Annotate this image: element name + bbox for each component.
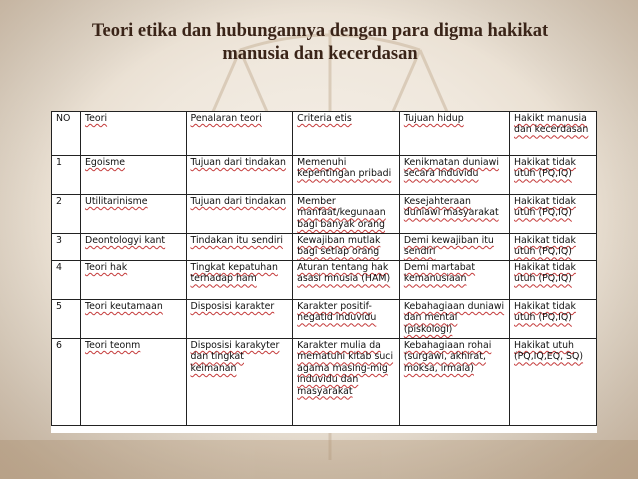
cell-tujuan: Demi martabat kemanusiaan bbox=[399, 261, 509, 300]
table-row bbox=[52, 156, 597, 195]
cell-criteria: Karakter mulia da mematuhi kitab suci agama masing-mig induvidu dan masyarakat bbox=[293, 339, 400, 426]
slide-title-line-2: manusia dan kecerdasan bbox=[222, 44, 418, 64]
cell-teori: Teori teonm bbox=[80, 339, 186, 426]
cell-teori: Teori keutamaan bbox=[80, 300, 186, 339]
cell-hakikat: Hakikat tidak utuh (PQ,IQ) bbox=[510, 195, 597, 234]
table-row bbox=[52, 234, 597, 261]
cell-criteria: Memenuhi kepentingan pribadi bbox=[293, 156, 400, 195]
table-row bbox=[52, 339, 597, 426]
cell-tujuan: Demi kewajiban itu sendiri bbox=[399, 234, 509, 261]
cell-penalaran: Tujuan dari tindakan bbox=[186, 156, 293, 195]
cell-penalaran: Tujuan dari tindakan bbox=[186, 195, 293, 234]
cell-hakikat: Hakikat tidak utuh (PQ,IQ) bbox=[510, 234, 597, 261]
header-hakikat: Hakikt manusia dan kecerdasan bbox=[510, 112, 597, 156]
header-tujuan-hidup: Tujuan hidup bbox=[399, 112, 509, 156]
ethics-theory-table bbox=[51, 111, 597, 433]
cell-penalaran: Disposisi karakter bbox=[186, 300, 293, 339]
cell-teori: Utilitarinisme bbox=[80, 195, 186, 234]
header-no: NO bbox=[52, 112, 81, 156]
cell-no: 2 bbox=[52, 195, 81, 234]
cell-no: 5 bbox=[52, 300, 81, 339]
cell-tujuan: Kebahagiaan rohai (surgawi, akhirat, moksa, irmala) bbox=[399, 339, 509, 426]
cell-teori: Deontologyi kant bbox=[80, 234, 186, 261]
cell-tujuan: Kenikmatan duniawi secara induvidu bbox=[399, 156, 509, 195]
cell-tujuan: Kebahagiaan duniawi dan mental (piskologi) bbox=[399, 300, 509, 339]
slide-title bbox=[40, 20, 600, 66]
cell-no: 6 bbox=[52, 339, 81, 426]
table-row bbox=[52, 300, 597, 339]
theory-table bbox=[51, 111, 597, 426]
cell-hakikat: Hakikat utuh (PQ,IQ,EQ, SQ) bbox=[510, 339, 597, 426]
cell-criteria: Kewajiban mutlak bagi setiap orang bbox=[293, 234, 400, 261]
cell-criteria: Karakter positif-negatid induvidu bbox=[293, 300, 400, 339]
cell-tujuan: Kesejahteraan duniawi masyarakat bbox=[399, 195, 509, 234]
table-row bbox=[52, 195, 597, 234]
header-penalaran-teori: Penalaran teori bbox=[186, 112, 293, 156]
cell-penalaran: Tindakan itu sendiri bbox=[186, 234, 293, 261]
cell-hakikat: Hakikat tidak utuh (PQ,IQ) bbox=[510, 300, 597, 339]
cell-criteria: Aturan tentang hak asasi mnusia (HAM) bbox=[293, 261, 400, 300]
cell-hakikat: Hakikat tidak utuh (PQ,IQ) bbox=[510, 156, 597, 195]
cell-teori: Teori hak bbox=[80, 261, 186, 300]
header-teori: Teori bbox=[80, 112, 186, 156]
cell-teori: Egoisme bbox=[80, 156, 186, 195]
cell-criteria: Member manfaat/kegunaan bagi banyak orang bbox=[293, 195, 400, 234]
slide-title-line-1: Teori etika dan hubungannya dengan para digma hakikat bbox=[91, 21, 549, 41]
header-criteria-etis: Criteria etis bbox=[293, 112, 400, 156]
cell-no: 3 bbox=[52, 234, 81, 261]
table-row bbox=[52, 261, 597, 300]
table-header-row bbox=[52, 112, 597, 156]
cell-hakikat: Hakikat tidak utuh (PQ,IQ) bbox=[510, 261, 597, 300]
cell-no: 4 bbox=[52, 261, 81, 300]
cell-penalaran: Disposisi karakyter dan tingkat keimanan bbox=[186, 339, 293, 426]
cell-no: 1 bbox=[52, 156, 81, 195]
cell-penalaran: Tingkat kepatuhan terhadap ham bbox=[186, 261, 293, 300]
